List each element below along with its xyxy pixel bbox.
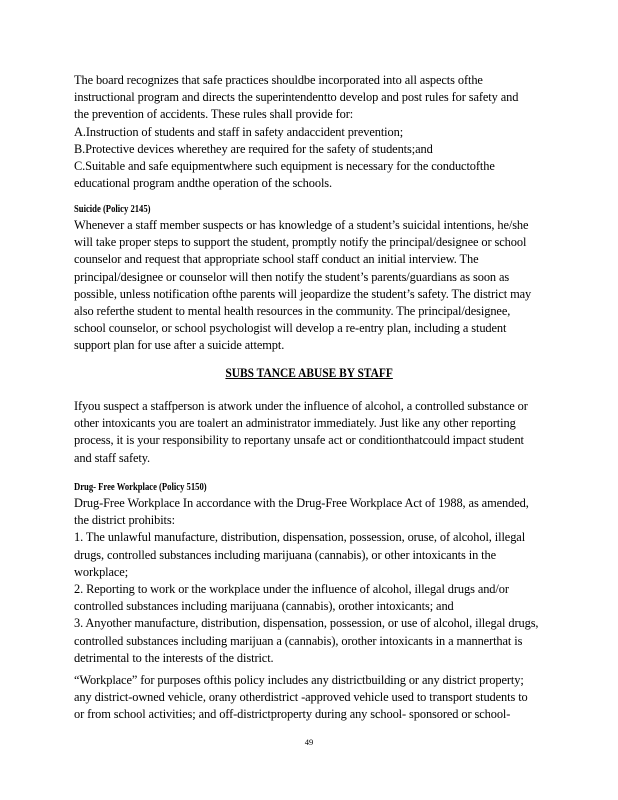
- suicide-line: counselor and request that appropriate school staff conduct an initial interview. The: [74, 252, 479, 267]
- suicide-line: support plan for use after a suicide attempt.: [74, 338, 285, 353]
- workplace-paragraph: [74, 672, 544, 724]
- suicide-line: also referthe student to mental health resources in the community. The principal/designee,: [74, 304, 511, 319]
- intro-line: instructional program and directs the superintendentto develop and post rules for safety and: [74, 90, 519, 105]
- abuse-line: other intoxicants you are toalert an administrator immediately. Just like any other reporting: [74, 416, 516, 431]
- abuse-line: Ifyou suspect a staffperson is atwork under the influence of alcohol, a controlled substance or: [74, 399, 528, 413]
- drugfree-line: 3. Anyother manufacture, distribution, dispensation, possession, or use of alcohol, illegal drugs,: [74, 616, 539, 631]
- drugfree-line: controlled substances including marijuana (cannabis), orother intoxicants; and: [74, 599, 454, 614]
- drugfree-line: the district prohibits:: [74, 513, 175, 528]
- drugfree-line: 2. Reporting to work or the workplace under the influence of alcohol, illegal drugs and/or: [74, 582, 509, 597]
- suicide-heading: Suicide (Policy 2145): [74, 204, 151, 215]
- intro-line: C.Suitable and safe equipmentwhere such equipment is necessary for the conductofthe: [74, 159, 495, 174]
- suicide-line: will take proper steps to support the student, promptly notify the principal/designee or school: [74, 235, 527, 250]
- drugfree-line: controlled substances including marijuan a (cannabis), orother intoxicants in a mannerthat is: [74, 633, 523, 648]
- intro-line: The board recognizes that safe practices shouldbe incorporated into all aspects ofthe: [74, 73, 483, 87]
- drugfree-line: Drug-Free Workplace In accordance with the Drug-Free Workplace Act of 1988, as amended,: [74, 496, 529, 510]
- drugfree-section: [74, 481, 544, 667]
- intro-line: educational program andthe operation of the schools.: [74, 176, 333, 191]
- drugfree-heading: Drug- Free Workplace (Policy 5150): [74, 482, 207, 493]
- suicide-line: Whenever a staff member suspects or has knowledge of a student’s suicidal intentions, he/she: [74, 218, 529, 232]
- suicide-line: school counselor, or school psychologist will develop a re-entry plan, including a student: [74, 321, 507, 336]
- workplace-line: any district-owned vehicle, orany otherdistrict -approved vehicle used to transport students to: [74, 690, 528, 705]
- suicide-section: [74, 203, 544, 355]
- drugfree-line: 1. The unlawful manufacture, distribution, dispensation, possession, oruse, of alcohol, illegal: [74, 530, 526, 545]
- drugfree-line: drugs, controlled substances including marijuana (cannabis), or other intoxicants in the: [74, 547, 497, 562]
- drugfree-line: workplace;: [74, 564, 129, 579]
- page-number: 49: [304, 737, 314, 747]
- abuse-line: and staff safety.: [74, 450, 151, 465]
- workplace-line: “Workplace” for purposes ofthis policy includes any districtbuilding or any district property;: [74, 673, 524, 687]
- suicide-line: possible, unless notification ofthe parents will jeopardize the student’s safety. The district may: [74, 286, 532, 301]
- intro-line: A.Instruction of students and staff in safety andaccident prevention;: [74, 124, 404, 139]
- abuse-line: process, it is your responsibility to reportany unsafe act or conditionthatcould impact student: [74, 433, 524, 448]
- workplace-line: or from school activities; and off-districtproperty during any school- sponsored or school-: [74, 707, 511, 722]
- suicide-line: principal/designee or counselor will then notify the student’s parents/guardians as soon as: [74, 269, 510, 284]
- intro-line: the prevention of accidents. These rules shall provide for:: [74, 107, 354, 122]
- abuse-paragraph: [74, 398, 544, 467]
- drugfree-line: detrimental to the interests of the district.: [74, 650, 274, 665]
- section-title: SUBS TANCE ABUSE BY STAFF: [225, 365, 393, 380]
- intro-line: B.Protective devices wherethey are required for the safety of students;and: [74, 141, 433, 156]
- intro-paragraph: [74, 72, 544, 192]
